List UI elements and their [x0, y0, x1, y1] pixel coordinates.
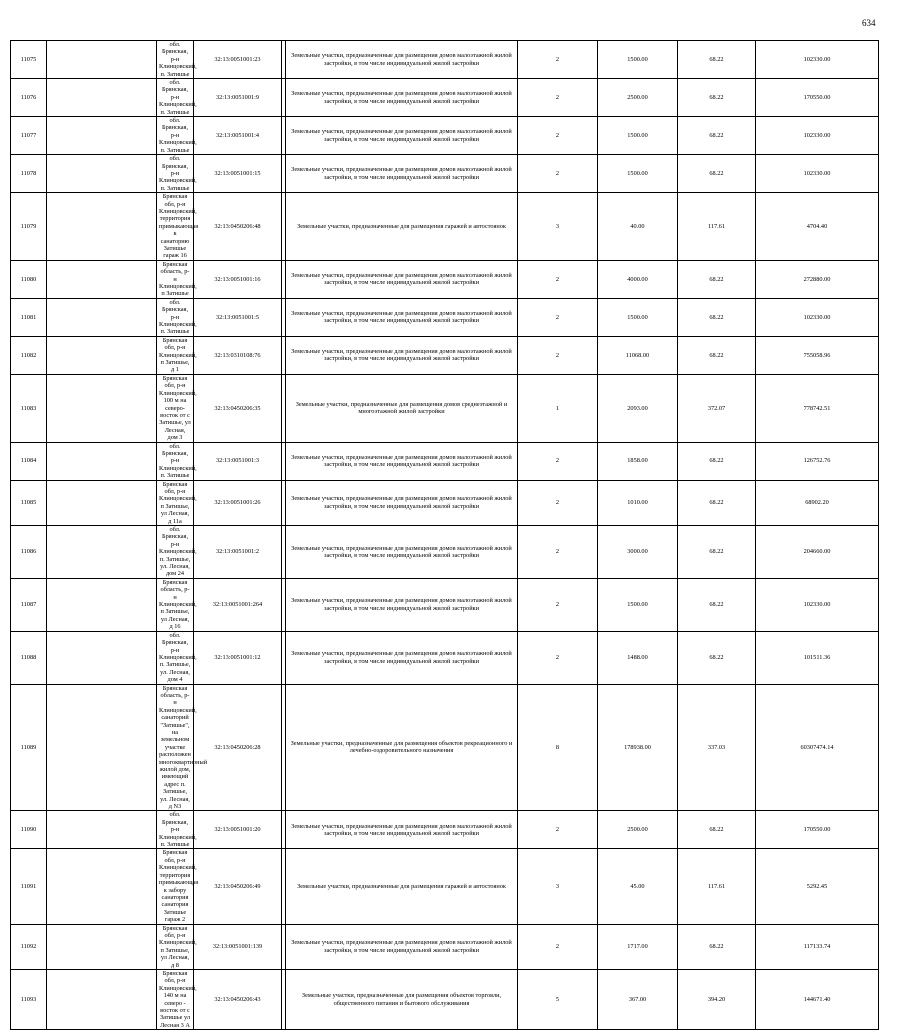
blank-cell	[47, 480, 157, 525]
cadastral-number-cell: 32:13:0310108:76	[194, 336, 282, 374]
cadastral-value-cell: 102330.00	[756, 117, 879, 155]
cadastral-number-cell: 32:13:0051001:20	[194, 811, 282, 849]
table-row	[11, 79, 879, 117]
rate-cell: 117.61	[678, 193, 756, 261]
cadastral-value-cell: 102330.00	[756, 41, 879, 79]
land-use-cell: Земельные участки, предназначенные для размещения гаражей и автостоянок	[286, 193, 518, 261]
address-cell: Брянская обл, р-н Клинцовский, 140 м на северо - восток от с Затишье ул Лесная 3 А	[157, 969, 194, 1029]
land-use-cell: Земельные участки, предназначенные для размещения домов малоэтажной жилой застройки, в том числе индивидуальной жилой застройки	[286, 631, 518, 684]
land-use-cell: Земельные участки, предназначенные для размещения домов малоэтажной жилой застройки, в том числе индивидуальной жилой застройки	[286, 298, 518, 336]
land-use-cell: Земельные участки, предназначенные для размещения домов малоэтажной жилой застройки, в том числе индивидуальной жилой застройки	[286, 117, 518, 155]
blank-cell	[47, 117, 157, 155]
land-use-cell: Земельные участки, предназначенные для размещения домов среднеэтажной и многоэтажной жилой застройки	[286, 374, 518, 442]
cadastral-number-cell: 32:13:0450206:43	[194, 969, 282, 1029]
table-row	[11, 260, 879, 298]
row-number-cell: 11088	[11, 631, 47, 684]
area-cell: 3000.00	[598, 526, 678, 579]
cadastral-value-cell: 101511.36	[756, 631, 879, 684]
table-row	[11, 578, 879, 631]
area-cell: 1488.00	[598, 631, 678, 684]
row-number-cell: 11078	[11, 155, 47, 193]
cadastral-number-cell: 32:13:0051001:23	[194, 41, 282, 79]
table-row	[11, 374, 879, 442]
group-cell: 2	[518, 442, 598, 480]
table-row	[11, 526, 879, 579]
cadastral-number-cell: 32:13:0051001:26	[194, 480, 282, 525]
rate-cell: 68.22	[678, 811, 756, 849]
land-use-cell: Земельные участки, предназначенные для размещения гаражей и автостоянок	[286, 849, 518, 924]
rate-cell: 68.22	[678, 924, 756, 969]
cadastral-value-cell: 60307474.14	[756, 684, 879, 811]
blank-cell	[47, 578, 157, 631]
address-cell: Брянская область, р-н Клинцовский, п Затишье, ул Лесная, д 16	[157, 578, 194, 631]
cadastral-number-cell: 32:13:0450206:35	[194, 374, 282, 442]
cadastral-value-cell: 204660.00	[756, 526, 879, 579]
blank-cell	[47, 442, 157, 480]
table-row	[11, 811, 879, 849]
address-cell: обл. Брянская, р-н Клинцовский, п. Затишье	[157, 79, 194, 117]
table-row	[11, 41, 879, 79]
row-number-cell: 11083	[11, 374, 47, 442]
row-number-cell: 11090	[11, 811, 47, 849]
land-use-cell: Земельные участки, предназначенные для размещения домов малоэтажной жилой застройки, в том числе индивидуальной жилой застройки	[286, 480, 518, 525]
row-number-cell: 11079	[11, 193, 47, 261]
group-cell: 2	[518, 155, 598, 193]
blank-cell	[47, 79, 157, 117]
land-use-cell: Земельные участки, предназначенные для размещения домов малоэтажной жилой застройки, в том числе индивидуальной жилой застройки	[286, 41, 518, 79]
blank-cell	[47, 193, 157, 261]
area-cell: 1010.00	[598, 480, 678, 525]
address-cell: обл. Брянская, р-н Клинцовский, п. Затишье	[157, 298, 194, 336]
table-body	[11, 41, 879, 1030]
group-cell: 2	[518, 79, 598, 117]
group-cell: 2	[518, 336, 598, 374]
blank-cell	[47, 336, 157, 374]
address-cell: Брянская обл, р-н Клинцовский, территория примыкающая к забору санатория санатория Затишье гараж 2	[157, 849, 194, 924]
land-use-cell: Земельные участки, предназначенные для размещения домов малоэтажной жилой застройки, в том числе индивидуальной жилой застройки	[286, 336, 518, 374]
cadastral-value-cell: 272880.00	[756, 260, 879, 298]
rate-cell: 68.22	[678, 578, 756, 631]
blank-cell	[47, 374, 157, 442]
table-row	[11, 480, 879, 525]
cadastral-number-cell: 32:13:0051001:5	[194, 298, 282, 336]
area-cell: 178938.00	[598, 684, 678, 811]
blank-cell	[47, 260, 157, 298]
address-cell: Брянская обл, р-н Клинцовский, 100 м на северо-восток от с Затишье, ул Лесная, дом 3	[157, 374, 194, 442]
group-cell: 2	[518, 41, 598, 79]
land-use-cell: Земельные участки, предназначенные для размещения домов малоэтажной жилой застройки, в том числе индивидуальной жилой застройки	[286, 526, 518, 579]
address-cell: обл. Брянская, р-н Клинцовский, п. Затишье	[157, 41, 194, 79]
group-cell: 2	[518, 631, 598, 684]
group-cell: 2	[518, 117, 598, 155]
row-number-cell: 11082	[11, 336, 47, 374]
land-use-cell: Земельные участки, предназначенные для размещения домов малоэтажной жилой застройки, в том числе индивидуальной жилой застройки	[286, 260, 518, 298]
area-cell: 2500.00	[598, 79, 678, 117]
address-cell: обл. Брянская, р-н Клинцовский, п. Затишье	[157, 117, 194, 155]
row-number-cell: 11091	[11, 849, 47, 924]
group-cell: 5	[518, 969, 598, 1029]
table-row	[11, 849, 879, 924]
address-cell: обл. Брянская, р-н Клинцовский, п. Затишье	[157, 442, 194, 480]
table-row	[11, 969, 879, 1029]
land-use-cell: Земельные участки, предназначенные для размещения домов малоэтажной жилой застройки, в том числе индивидуальной жилой застройки	[286, 155, 518, 193]
rate-cell: 68.22	[678, 298, 756, 336]
cadastral-value-cell: 170550.00	[756, 79, 879, 117]
cadastral-number-cell: 32:13:0051001:264	[194, 578, 282, 631]
address-cell: обл. Брянская, р-н Клинцовский, п. Затишье	[157, 155, 194, 193]
blank-cell	[47, 924, 157, 969]
area-cell: 40.00	[598, 193, 678, 261]
area-cell: 367.00	[598, 969, 678, 1029]
blank-cell	[47, 298, 157, 336]
blank-cell	[47, 526, 157, 579]
group-cell: 2	[518, 811, 598, 849]
row-number-cell: 11089	[11, 684, 47, 811]
blank-cell	[47, 684, 157, 811]
land-use-cell: Земельные участки, предназначенные для размещения домов малоэтажной жилой застройки, в том числе индивидуальной жилой застройки	[286, 79, 518, 117]
area-cell: 2093.00	[598, 374, 678, 442]
cadastral-value-cell: 68902.20	[756, 480, 879, 525]
cadastral-value-cell: 778742.51	[756, 374, 879, 442]
row-number-cell: 11075	[11, 41, 47, 79]
address-cell: Брянская область, р-н Клинцовский, п Затишье	[157, 260, 194, 298]
cadastral-value-cell: 4704.40	[756, 193, 879, 261]
land-use-cell: Земельные участки, предназначенные для размещения домов малоэтажной жилой застройки, в том числе индивидуальной жилой застройки	[286, 924, 518, 969]
rate-cell: 372.07	[678, 374, 756, 442]
land-use-cell: Земельные участки, предназначенные для размещения объектов торговли, общественного питания и бытового обслуживания	[286, 969, 518, 1029]
cadastral-number-cell: 32:13:0450206:49	[194, 849, 282, 924]
blank-cell	[47, 41, 157, 79]
address-cell: Брянская обл, р-н Клинцовский, п Затишье, ул Лесная, д 8	[157, 924, 194, 969]
area-cell: 4000.00	[598, 260, 678, 298]
address-cell: обл. Брянская, р-н Клинцовский, п. Затишье, ул. Лесная, дом 4	[157, 631, 194, 684]
table-row	[11, 336, 879, 374]
row-number-cell: 11085	[11, 480, 47, 525]
cadastral-value-cell: 144671.40	[756, 969, 879, 1029]
cadastral-value-cell: 102330.00	[756, 298, 879, 336]
rate-cell: 68.22	[678, 480, 756, 525]
rate-cell: 68.22	[678, 526, 756, 579]
blank-cell	[47, 631, 157, 684]
row-number-cell: 11076	[11, 79, 47, 117]
table-row	[11, 193, 879, 261]
cadastral-value-table	[10, 40, 879, 1030]
table-row	[11, 155, 879, 193]
rate-cell: 68.22	[678, 442, 756, 480]
address-cell: Брянская обл, р-н Клинцовский, территория примыкающая к санаторию Затишье гараж 16	[157, 193, 194, 261]
group-cell: 2	[518, 298, 598, 336]
cadastral-value-cell: 755058.96	[756, 336, 879, 374]
land-use-cell: Земельные участки, предназначенные для размещения домов малоэтажной жилой застройки, в том числе индивидуальной жилой застройки	[286, 811, 518, 849]
row-number-cell: 11084	[11, 442, 47, 480]
area-cell: 1717.00	[598, 924, 678, 969]
area-cell: 2500.00	[598, 811, 678, 849]
blank-cell	[47, 849, 157, 924]
group-cell: 2	[518, 526, 598, 579]
area-cell: 1500.00	[598, 298, 678, 336]
table-row	[11, 684, 879, 811]
rate-cell: 68.22	[678, 336, 756, 374]
address-cell: Брянская обл, р-н Клинцовский, п Затишье, д 1	[157, 336, 194, 374]
rate-cell: 68.22	[678, 155, 756, 193]
rate-cell: 68.22	[678, 260, 756, 298]
rate-cell: 68.22	[678, 117, 756, 155]
address-cell: обл. Брянская, р-н Клинцовский, п. Затишье	[157, 811, 194, 849]
page-number: 634	[862, 18, 876, 28]
row-number-cell: 11093	[11, 969, 47, 1029]
row-number-cell: 11081	[11, 298, 47, 336]
table-row	[11, 924, 879, 969]
cadastral-number-cell: 32:13:0051001:15	[194, 155, 282, 193]
row-number-cell: 11077	[11, 117, 47, 155]
cadastral-number-cell: 32:13:0051001:12	[194, 631, 282, 684]
cadastral-number-cell: 32:13:0450206:28	[194, 684, 282, 811]
table-row	[11, 631, 879, 684]
cadastral-number-cell: 32:13:0051001:2	[194, 526, 282, 579]
rate-cell: 394.20	[678, 969, 756, 1029]
cadastral-value-cell: 117133.74	[756, 924, 879, 969]
land-use-cell: Земельные участки, предназначенные для размещения домов малоэтажной жилой застройки, в том числе индивидуальной жилой застройки	[286, 442, 518, 480]
cadastral-value-cell: 5292.45	[756, 849, 879, 924]
address-cell: обл. Брянская, р-н Клинцовский, п. Затишье, ул. Лесная, дом 24	[157, 526, 194, 579]
blank-cell	[47, 811, 157, 849]
table-row	[11, 298, 879, 336]
area-cell: 1500.00	[598, 117, 678, 155]
row-number-cell: 11087	[11, 578, 47, 631]
cadastral-value-cell: 126752.76	[756, 442, 879, 480]
table-row	[11, 117, 879, 155]
area-cell: 11068.00	[598, 336, 678, 374]
group-cell: 2	[518, 480, 598, 525]
row-number-cell: 11092	[11, 924, 47, 969]
area-cell: 1500.00	[598, 578, 678, 631]
group-cell: 2	[518, 578, 598, 631]
rate-cell: 68.22	[678, 79, 756, 117]
cadastral-value-cell: 170550.00	[756, 811, 879, 849]
land-use-cell: Земельные участки, предназначенные для размещения домов малоэтажной жилой застройки, в том числе индивидуальной жилой застройки	[286, 578, 518, 631]
rate-cell: 68.22	[678, 41, 756, 79]
group-cell: 3	[518, 193, 598, 261]
cadastral-value-cell: 102330.00	[756, 155, 879, 193]
address-cell: Брянская область, р-н Клинцовский, санаторий "Затишье", на земельном участке расположен многоквартирный жилой дом, имеющий адрес п. Затишье, ул. Лесная, д N3	[157, 684, 194, 811]
blank-cell	[47, 969, 157, 1029]
area-cell: 1500.00	[598, 155, 678, 193]
area-cell: 45.00	[598, 849, 678, 924]
blank-cell	[47, 155, 157, 193]
cadastral-number-cell: 32:13:0051001:139	[194, 924, 282, 969]
cadastral-number-cell: 32:13:0051001:9	[194, 79, 282, 117]
area-cell: 1500.00	[598, 41, 678, 79]
rate-cell: 117.61	[678, 849, 756, 924]
table-row	[11, 442, 879, 480]
group-cell: 2	[518, 924, 598, 969]
area-cell: 1858.00	[598, 442, 678, 480]
cadastral-number-cell: 32:13:0051001:16	[194, 260, 282, 298]
rate-cell: 68.22	[678, 631, 756, 684]
group-cell: 8	[518, 684, 598, 811]
rate-cell: 337.03	[678, 684, 756, 811]
cadastral-number-cell: 32:13:0051001:3	[194, 442, 282, 480]
land-use-cell: Земельные участки, предназначенные для размещения объектов рекреационного и лечебно-оздоровительного назначения	[286, 684, 518, 811]
group-cell: 3	[518, 849, 598, 924]
row-number-cell: 11080	[11, 260, 47, 298]
group-cell: 1	[518, 374, 598, 442]
cadastral-number-cell: 32:13:0450206:48	[194, 193, 282, 261]
address-cell: Брянская обл, р-н Клинцовский, п Затишье, ул Лесная, д 11а	[157, 480, 194, 525]
cadastral-number-cell: 32:13:0051001:4	[194, 117, 282, 155]
cadastral-value-cell: 102330.00	[756, 578, 879, 631]
group-cell: 2	[518, 260, 598, 298]
row-number-cell: 11086	[11, 526, 47, 579]
